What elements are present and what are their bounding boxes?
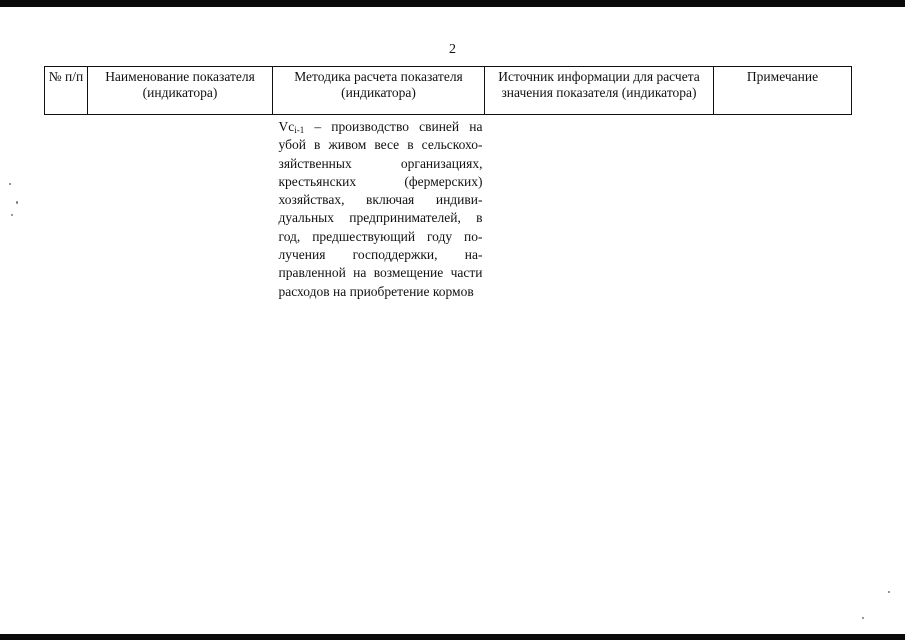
indicator-table bbox=[44, 66, 852, 301]
bottom-scan-border bbox=[0, 634, 905, 640]
header-note: Примечание bbox=[714, 67, 852, 115]
table-row bbox=[45, 115, 852, 301]
method-description bbox=[273, 115, 485, 301]
cell-note bbox=[714, 115, 852, 301]
header-number: № п/п bbox=[45, 67, 88, 115]
table-header-row bbox=[45, 67, 852, 115]
method-text-body: – производство свиней на убой в живом весе в сельскохозяйственных организациях, крестьянских (фермерских) хозяйствах, включая индивидуальных предпринимателей, в год, предшествующий году получения господдержки, направленной на возмещение части расходов на приобретение кормов bbox=[278, 119, 483, 299]
header-calculation-method: Методика расчета показателя (индикатора) bbox=[273, 67, 485, 115]
cell-calculation-method bbox=[273, 115, 485, 301]
cell-indicator-name bbox=[88, 115, 273, 301]
scan-speck bbox=[16, 201, 18, 204]
cell-information-source bbox=[485, 115, 714, 301]
scan-speck bbox=[11, 214, 13, 216]
variable-subscript: i-1 bbox=[294, 125, 305, 135]
cell-number bbox=[45, 115, 88, 301]
variable-symbol: Vc bbox=[278, 119, 295, 134]
scan-speck bbox=[888, 591, 890, 593]
top-scan-border bbox=[0, 0, 905, 7]
scan-speck bbox=[9, 183, 11, 185]
header-indicator-name: Наименование показателя (индикатора) bbox=[88, 67, 273, 115]
header-information-source: Источник информации для расчета значения показателя (индикатора) bbox=[485, 67, 714, 115]
page-number: 2 bbox=[449, 42, 456, 57]
scan-speck bbox=[862, 617, 864, 619]
